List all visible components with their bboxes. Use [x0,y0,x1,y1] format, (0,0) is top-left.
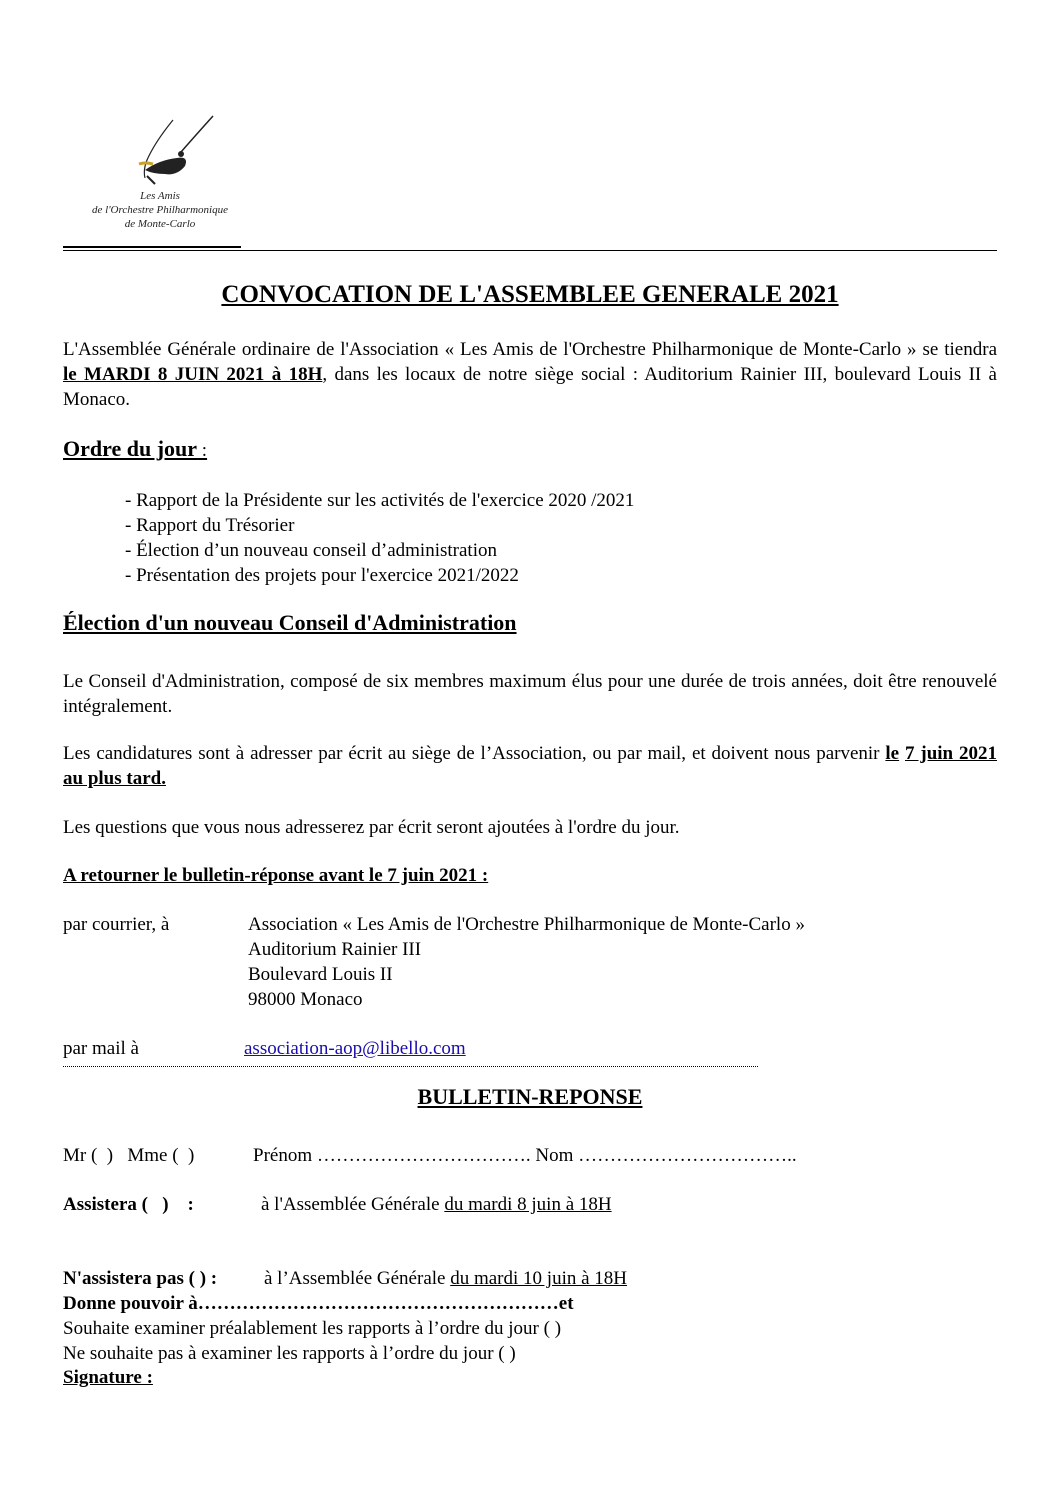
bulletin-title: BULLETIN-REPONSE [417,1084,643,1109]
logo-line-1: Les Amis [140,190,180,202]
signature-label: Signature : [63,1367,153,1388]
not-attend-date: du mardi 10 juin à 18H [450,1268,627,1289]
address-line-1: Association « Les Amis de l'Orchestre Philharmonique de Monte-Carlo » [248,914,805,935]
agenda-heading [63,436,207,462]
attend-label: Assistera ( ) : [63,1194,194,1215]
intro-text-2: , dans les locaux de notre siège social : Auditorium Rainier III, boulevard Louis II à Monaco. [63,364,997,410]
election-paragraph-3: Les questions que vous nous adresserez par écrit seront ajoutées à l'ordre du jour. [63,817,680,838]
conductor-logo-icon [85,112,235,192]
mail-label: par mail à [63,1038,139,1059]
agenda-item: - Présentation des projets pour l'exercice 2021/2022 [125,565,519,586]
election-paragraph-2 [63,741,997,791]
name-field: Prénom ……………………………. Nom …………………………….. [253,1145,797,1166]
attend-date: du mardi 8 juin à 18H [444,1194,612,1215]
email-link[interactable]: association-aop@libello.com [244,1038,466,1059]
proxy-line: Donne pouvoir à…………………………………………………et [63,1293,574,1314]
not-attend-text: à l’Assemblée Générale [264,1268,451,1289]
agenda-list [125,488,634,588]
address-line-4: 98000 Monaco [248,989,363,1010]
not-attend-line [264,1266,627,1291]
header-rule-long [63,250,997,251]
agenda-item: - Rapport de la Présidente sur les activités de l'exercice 2020 /2021 [125,490,635,511]
intro-text-1: L'Assemblée Générale ordinaire de l'Association « Les Amis de l'Orchestre Philharmonique de Monte-Carlo » se tiendra [63,339,997,360]
election-paragraph-2-text: Les candidatures sont à adresser par écrit au siège de l’Association, ou par mail, et doivent nous parvenir [63,743,886,764]
address-line-2: Auditorium Rainier III [248,939,422,960]
examine-option: Souhaite examiner préalablement les rapports à l’ordre du jour ( ) [63,1318,562,1339]
logo-line-2: de l'Orchestre Philharmonique [92,204,228,216]
attend-line [261,1192,612,1217]
election-paragraph-1: Le Conseil d'Administration, composé de six membres maximum élus pour une durée de trois années, doit être renouvelé intégralement. [63,671,997,717]
association-logo [85,112,235,237]
post-label: par courrier, à [63,914,170,935]
not-attend-label: N'assistera pas ( ) : [63,1268,218,1289]
agenda-heading-text: Ordre du jour [63,436,198,461]
civility-field: Mr ( ) Mme ( ) [63,1145,195,1166]
intro-paragraph [63,337,997,412]
return-heading: A retourner le bulletin-réponse avant le 7 juin 2021 : [63,865,489,886]
logo-line-3: de Monte-Carlo [124,218,196,230]
agenda-heading-suffix: : [197,440,208,461]
address-line-3: Boulevard Louis II [248,964,393,985]
meeting-date: le MARDI 8 JUIN 2021 à 18H [63,364,323,385]
attend-text: à l'Assemblée Générale [261,1194,445,1215]
not-examine-option: Ne souhaite pas à examiner les rapports à l’ordre du jour ( ) [63,1343,516,1364]
header-rule-short [63,246,241,248]
election-heading: Élection d'un nouveau Conseil d'Administration [63,610,517,635]
deadline-le: le [885,743,900,764]
agenda-item: - Élection d’un nouveau conseil d’administration [125,540,497,561]
deadline-date: 7 juin 2021 au plus tard. [63,743,998,789]
cut-line-divider [63,1066,758,1067]
agenda-item: - Rapport du Trésorier [125,515,295,536]
document-title: CONVOCATION DE L'ASSEMBLEE GENERALE 2021 [221,281,839,308]
